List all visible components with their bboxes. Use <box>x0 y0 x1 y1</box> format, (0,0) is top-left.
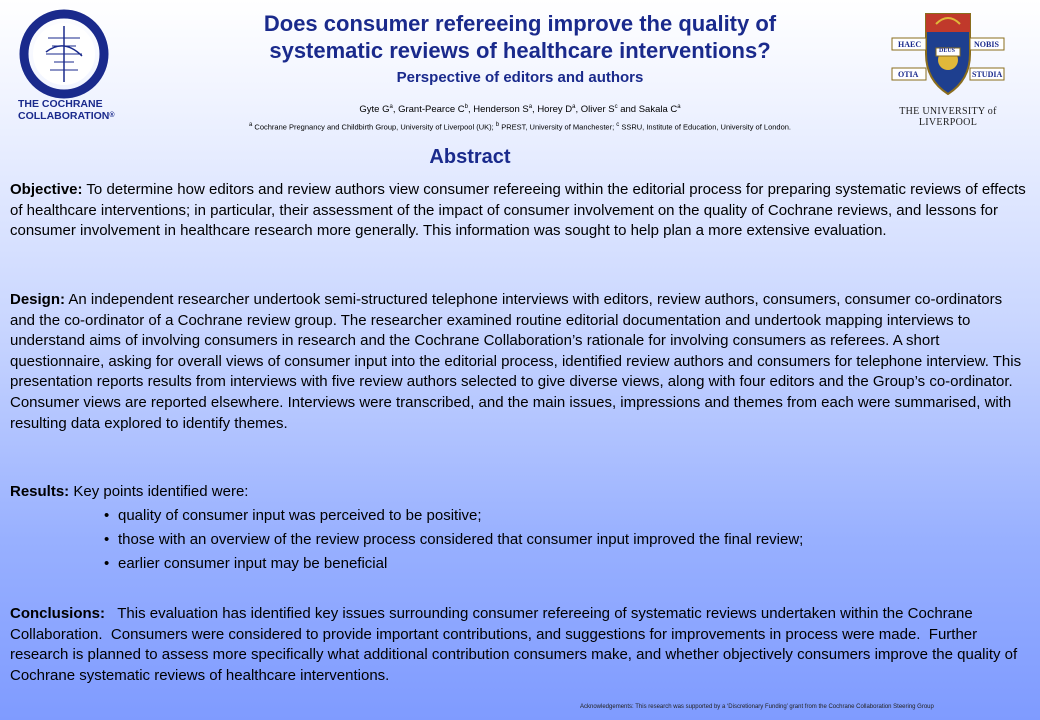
bullet-text: those with an overview of the review process considered that consumer input improved the final review; <box>118 531 804 548</box>
list-item <box>104 554 1024 578</box>
bullet-text: earlier consumer input may be beneficial <box>118 555 388 572</box>
conclusions-text: This evaluation has identified key issues surrounding consumer refereeing of systematic reviews undertaken within the Cochrane Collaboration. Consumers were considered to provide important contributions, and suggestions for improvements in process were made. Further research is planned to assess more specifically what additional contribution consumers make, and whether objectively consumers improve the quality of Cochrane systematic reviews of healthcare interventions. <box>10 605 1022 684</box>
crest-motto <box>870 8 1026 104</box>
poster-title <box>180 10 860 64</box>
cochrane-logo <box>18 8 138 124</box>
acknowledgements: Acknowledgements: This research was supported by a ‘Discretionary Funding’ grant from the Cochrane Collaboration Steering Group <box>580 704 934 710</box>
author-list <box>180 104 860 115</box>
liverpool-caption: THE UNIVERSITY of LIVERPOOL <box>899 106 997 128</box>
design-label: Design: <box>10 291 66 308</box>
affil-mark-a: a <box>248 122 253 128</box>
author-grant-pearce: , Grant-Pearce C <box>392 104 465 116</box>
author-sakala: and Sakala C <box>617 104 678 116</box>
bullet-icon: • <box>104 507 110 524</box>
motto-left-top: HAEC <box>898 40 922 49</box>
design-text: An independent researcher undertook semi-structured telephone interviews with editors, review authors, consumers, consumer co-ordinators and the co-ordinator of a Cochrane review group. The researcher examined routine editorial documentation and undertook mapping interviews to understand aims of involving consumers in research and the Cochrane Collaboration’s rationale for involving consumers as referees. A short questionnaire, asking for overall views of consumer input into the editorial process, identified review authors and consumers for telephone interview. This presentation reports results from interviews with five review authors selected to give diverse views, along with four editors and the Group’s co-ordinator. Consumer views are reported elsewhere. Interviews were transcribed, and the main issues, impressions and themes from each were summarised, with resulting data explored to identify themes. <box>10 291 1022 432</box>
bullet-text: quality of consumer input was perceived to be positive; <box>118 507 482 524</box>
registered-mark: ® <box>109 112 115 119</box>
cochrane-logo-line1: THE COCHRANE <box>18 98 103 110</box>
title-line-1: Does consumer refereeing improve the quality of <box>263 11 777 36</box>
results-text: Key points identified were: <box>69 483 249 500</box>
author-horey: , Horey D <box>532 104 573 116</box>
results-label: Results: <box>10 483 70 500</box>
results-section <box>10 482 1030 503</box>
author-affil-mark: c <box>614 104 618 110</box>
motto-right-bottom: STUDIA <box>972 70 1003 79</box>
bullet-icon: • <box>104 555 110 572</box>
cochrane-logo-line2: COLLABORATION <box>18 110 110 122</box>
poster-subtitle: Perspective of editors and authors <box>396 69 644 86</box>
conclusions-label: Conclusions: <box>10 605 106 622</box>
motto-right-top: NOBIS <box>974 40 999 49</box>
list-item <box>104 530 1024 554</box>
author-affil-mark: a <box>572 104 576 110</box>
conclusions-section <box>10 604 1030 686</box>
affil-mark-c: c <box>616 122 620 128</box>
author-affil-mark: b <box>464 104 468 110</box>
motto-left-bottom: OTIA <box>898 70 919 79</box>
author-henderson: , Henderson S <box>467 104 529 116</box>
author-oliver: , Oliver S <box>575 104 615 116</box>
university-of-liverpool-logo <box>870 8 1026 128</box>
abstract-heading: Abstract <box>429 146 511 168</box>
affiliations <box>120 122 920 132</box>
author-affil-mark: a <box>389 104 393 110</box>
design-section <box>10 290 1030 434</box>
objective-label: Objective: <box>10 181 83 198</box>
objective-section <box>10 180 1030 242</box>
affil-b: PREST, University of Manchester; <box>499 122 617 132</box>
title-line-2: systematic reviews of healthcare interventions? <box>269 38 771 63</box>
affil-mark-b: b <box>495 122 500 128</box>
results-bullet-list <box>104 506 1024 578</box>
bullet-icon: • <box>104 531 110 548</box>
affil-a: Cochrane Pregnancy and Childbirth Group, University of Liverpool (UK); <box>252 122 496 132</box>
objective-text: To determine how editors and review authors view consumer refereeing within the editorial process for preparing systematic reviews of effects of healthcare interventions; in particular, their assessment of the impact of consumer involvement on the quality of Cochrane reviews, and lessons for consumer involvement in healthcare research more generally. This information was sought to help plan a more extensive evaluation. <box>10 181 1026 240</box>
motto-center: DEUS <box>939 48 956 54</box>
author-affil-mark: a <box>677 104 681 110</box>
affil-c: SSRU, Institute of Education, University of London. <box>619 122 792 132</box>
list-item <box>104 506 1024 530</box>
author-affil-mark: a <box>528 104 533 110</box>
author-gyte: Gyte G <box>359 104 390 116</box>
